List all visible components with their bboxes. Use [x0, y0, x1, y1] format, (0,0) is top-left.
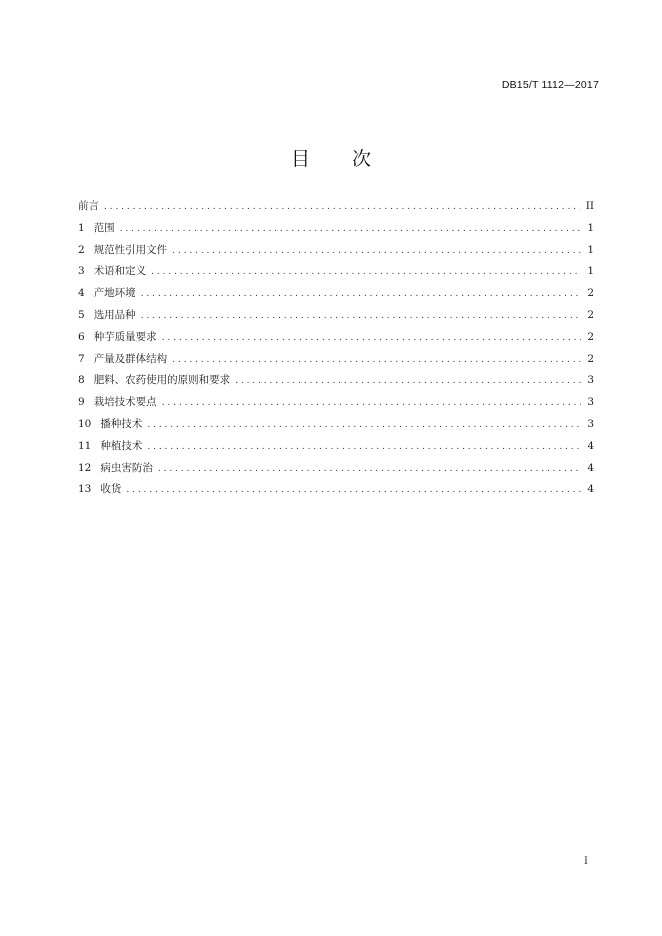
toc-leader-dots	[172, 244, 581, 259]
toc-entry-label: 肥料、农药使用的原则和要求	[93, 374, 231, 387]
table-of-contents	[78, 199, 594, 504]
toc-entry-label: 前言	[78, 200, 99, 212]
toc-entry-number: 11	[78, 439, 92, 452]
toc-entry-12[interactable]	[78, 461, 594, 483]
toc-entry-page: 3	[587, 417, 594, 430]
toc-leader-dots	[162, 396, 582, 411]
toc-entry-page: 4	[587, 461, 594, 474]
toc-entry-8[interactable]	[78, 373, 594, 395]
page-number: I	[584, 856, 588, 867]
toc-entry-4[interactable]	[78, 286, 594, 308]
toc-entry-number: 3	[78, 265, 85, 278]
toc-entry-label: 收货	[100, 483, 122, 496]
toc-entry-page: 4	[587, 483, 594, 496]
toc-entry-2[interactable]	[78, 243, 594, 265]
toc-entry-11[interactable]	[78, 439, 594, 461]
toc-leader-dots	[158, 462, 581, 477]
toc-entry-1[interactable]	[78, 221, 594, 243]
toc-leader-dots	[104, 200, 580, 215]
toc-leader-dots	[151, 265, 581, 280]
toc-entry-number: 2	[78, 243, 85, 256]
toc-entry-page: II	[585, 200, 594, 212]
toc-entry-page: 1	[587, 221, 594, 234]
toc-entry-label: 产地环境	[93, 287, 136, 300]
toc-entry-foreword[interactable]	[78, 199, 594, 221]
toc-leader-dots	[162, 331, 582, 346]
toc-entry-label: 范围	[93, 221, 115, 234]
toc-leader-dots	[147, 440, 581, 455]
toc-leader-dots	[126, 483, 581, 498]
toc-entry-label: 选用品种	[93, 308, 136, 321]
toc-leader-dots	[235, 374, 581, 389]
toc-entry-page: 2	[587, 330, 594, 343]
toc-entry-3[interactable]	[78, 264, 594, 286]
toc-leader-dots	[141, 309, 582, 324]
toc-entry-label: 种植技术	[100, 439, 143, 452]
toc-entry-page: 1	[587, 265, 594, 278]
toc-entry-9[interactable]	[78, 395, 594, 417]
toc-entry-number: 4	[78, 287, 85, 300]
toc-entry-page: 4	[587, 439, 594, 452]
toc-entry-label: 病虫害防治	[100, 461, 153, 474]
toc-entry-10[interactable]	[78, 417, 594, 439]
toc-leader-dots	[172, 353, 581, 368]
toc-entry-label: 播种技术	[100, 417, 143, 430]
toc-entry-number: 5	[78, 308, 85, 321]
toc-entry-7[interactable]	[78, 352, 594, 374]
toc-leader-dots	[141, 287, 582, 302]
toc-leader-dots	[120, 222, 582, 237]
toc-entry-number: 12	[78, 461, 92, 474]
toc-entry-page: 2	[587, 287, 594, 300]
toc-entry-label: 产量及群体结构	[93, 352, 168, 365]
toc-leader-dots	[147, 418, 581, 433]
toc-entry-number: 7	[78, 352, 85, 365]
toc-entry-number: 8	[78, 374, 85, 387]
toc-title: 目 次	[290, 148, 390, 170]
toc-entry-label: 种芋质量要求	[93, 330, 157, 343]
document-code: DB15/T 1112—2017	[501, 79, 599, 91]
toc-entry-label: 栽培技术要点	[93, 396, 157, 409]
toc-entry-number: 6	[78, 330, 85, 343]
toc-entry-number: 1	[78, 221, 85, 234]
toc-entry-number: 10	[78, 417, 92, 430]
toc-entry-page: 1	[587, 243, 594, 256]
toc-entry-page: 2	[587, 308, 594, 321]
toc-entry-page: 3	[587, 374, 594, 387]
toc-entry-label: 术语和定义	[93, 265, 147, 278]
toc-entry-13[interactable]	[78, 482, 594, 504]
toc-entry-number: 13	[78, 483, 92, 496]
toc-entry-5[interactable]	[78, 308, 594, 330]
toc-entry-page: 2	[587, 352, 594, 365]
toc-entry-number: 9	[78, 396, 85, 409]
toc-entry-6[interactable]	[78, 330, 594, 352]
toc-entry-page: 3	[587, 396, 594, 409]
toc-entry-label: 规范性引用文件	[93, 243, 168, 256]
